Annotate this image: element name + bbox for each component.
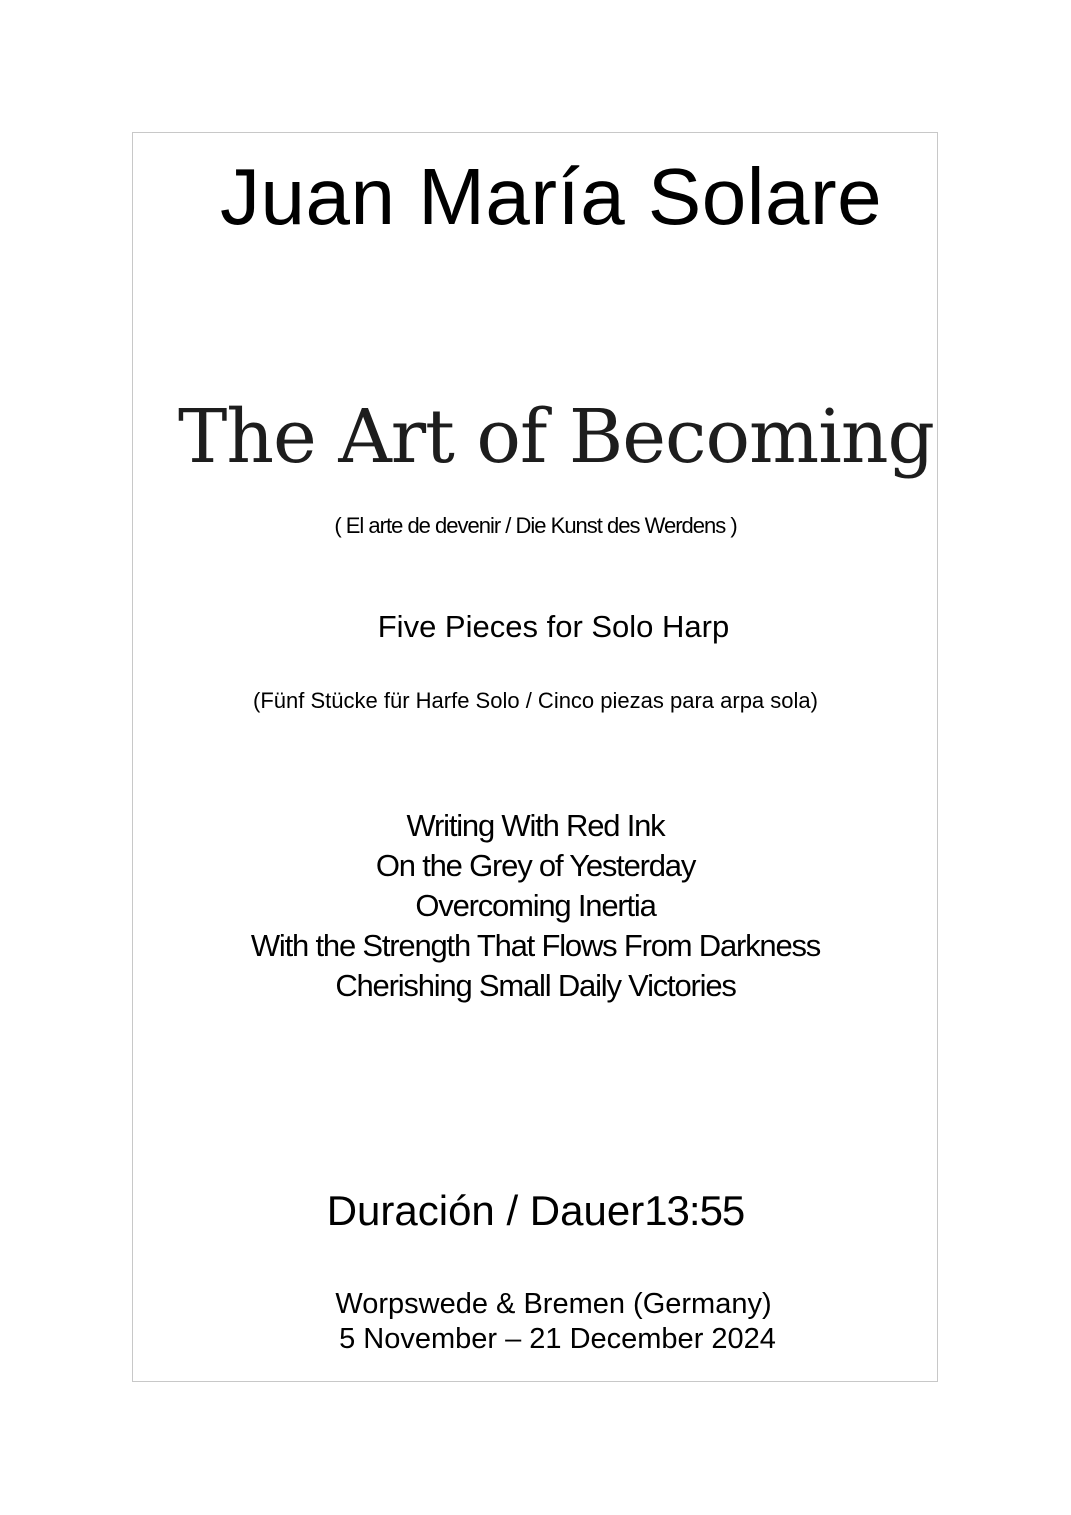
duration-value: 13:55 [644,1187,745,1234]
movement-title: Writing With Red Ink [406,808,665,843]
movement-title: With the Strength That Flows From Darkness [250,928,821,963]
movement-title: On the Grey of Yesterday [375,848,696,883]
duration [0,1187,1071,1234]
duration-label: Duración / Dauer [326,1187,645,1234]
movement-title: Overcoming Inertia [415,888,656,923]
scoring-description: Five Pieces for Solo Harp [377,609,730,644]
composer-name: Juan María Solare [220,152,883,241]
composition-place: Worpswede & Bremen (Germany) [335,1288,772,1320]
scoring-translations: (Fünf Stücke für Harfe Solo / Cinco piezas para arpa sola) [253,688,818,713]
movement-list [0,806,1071,1006]
title-translations: ( El arte de devenir / Die Kunst des Werdens ) [334,513,737,538]
composition-dates: 5 November – 21 December 2024 [339,1323,776,1355]
movement-title: Cherishing Small Daily Victories [335,968,736,1003]
work-title: The Art of Becoming [178,394,934,480]
